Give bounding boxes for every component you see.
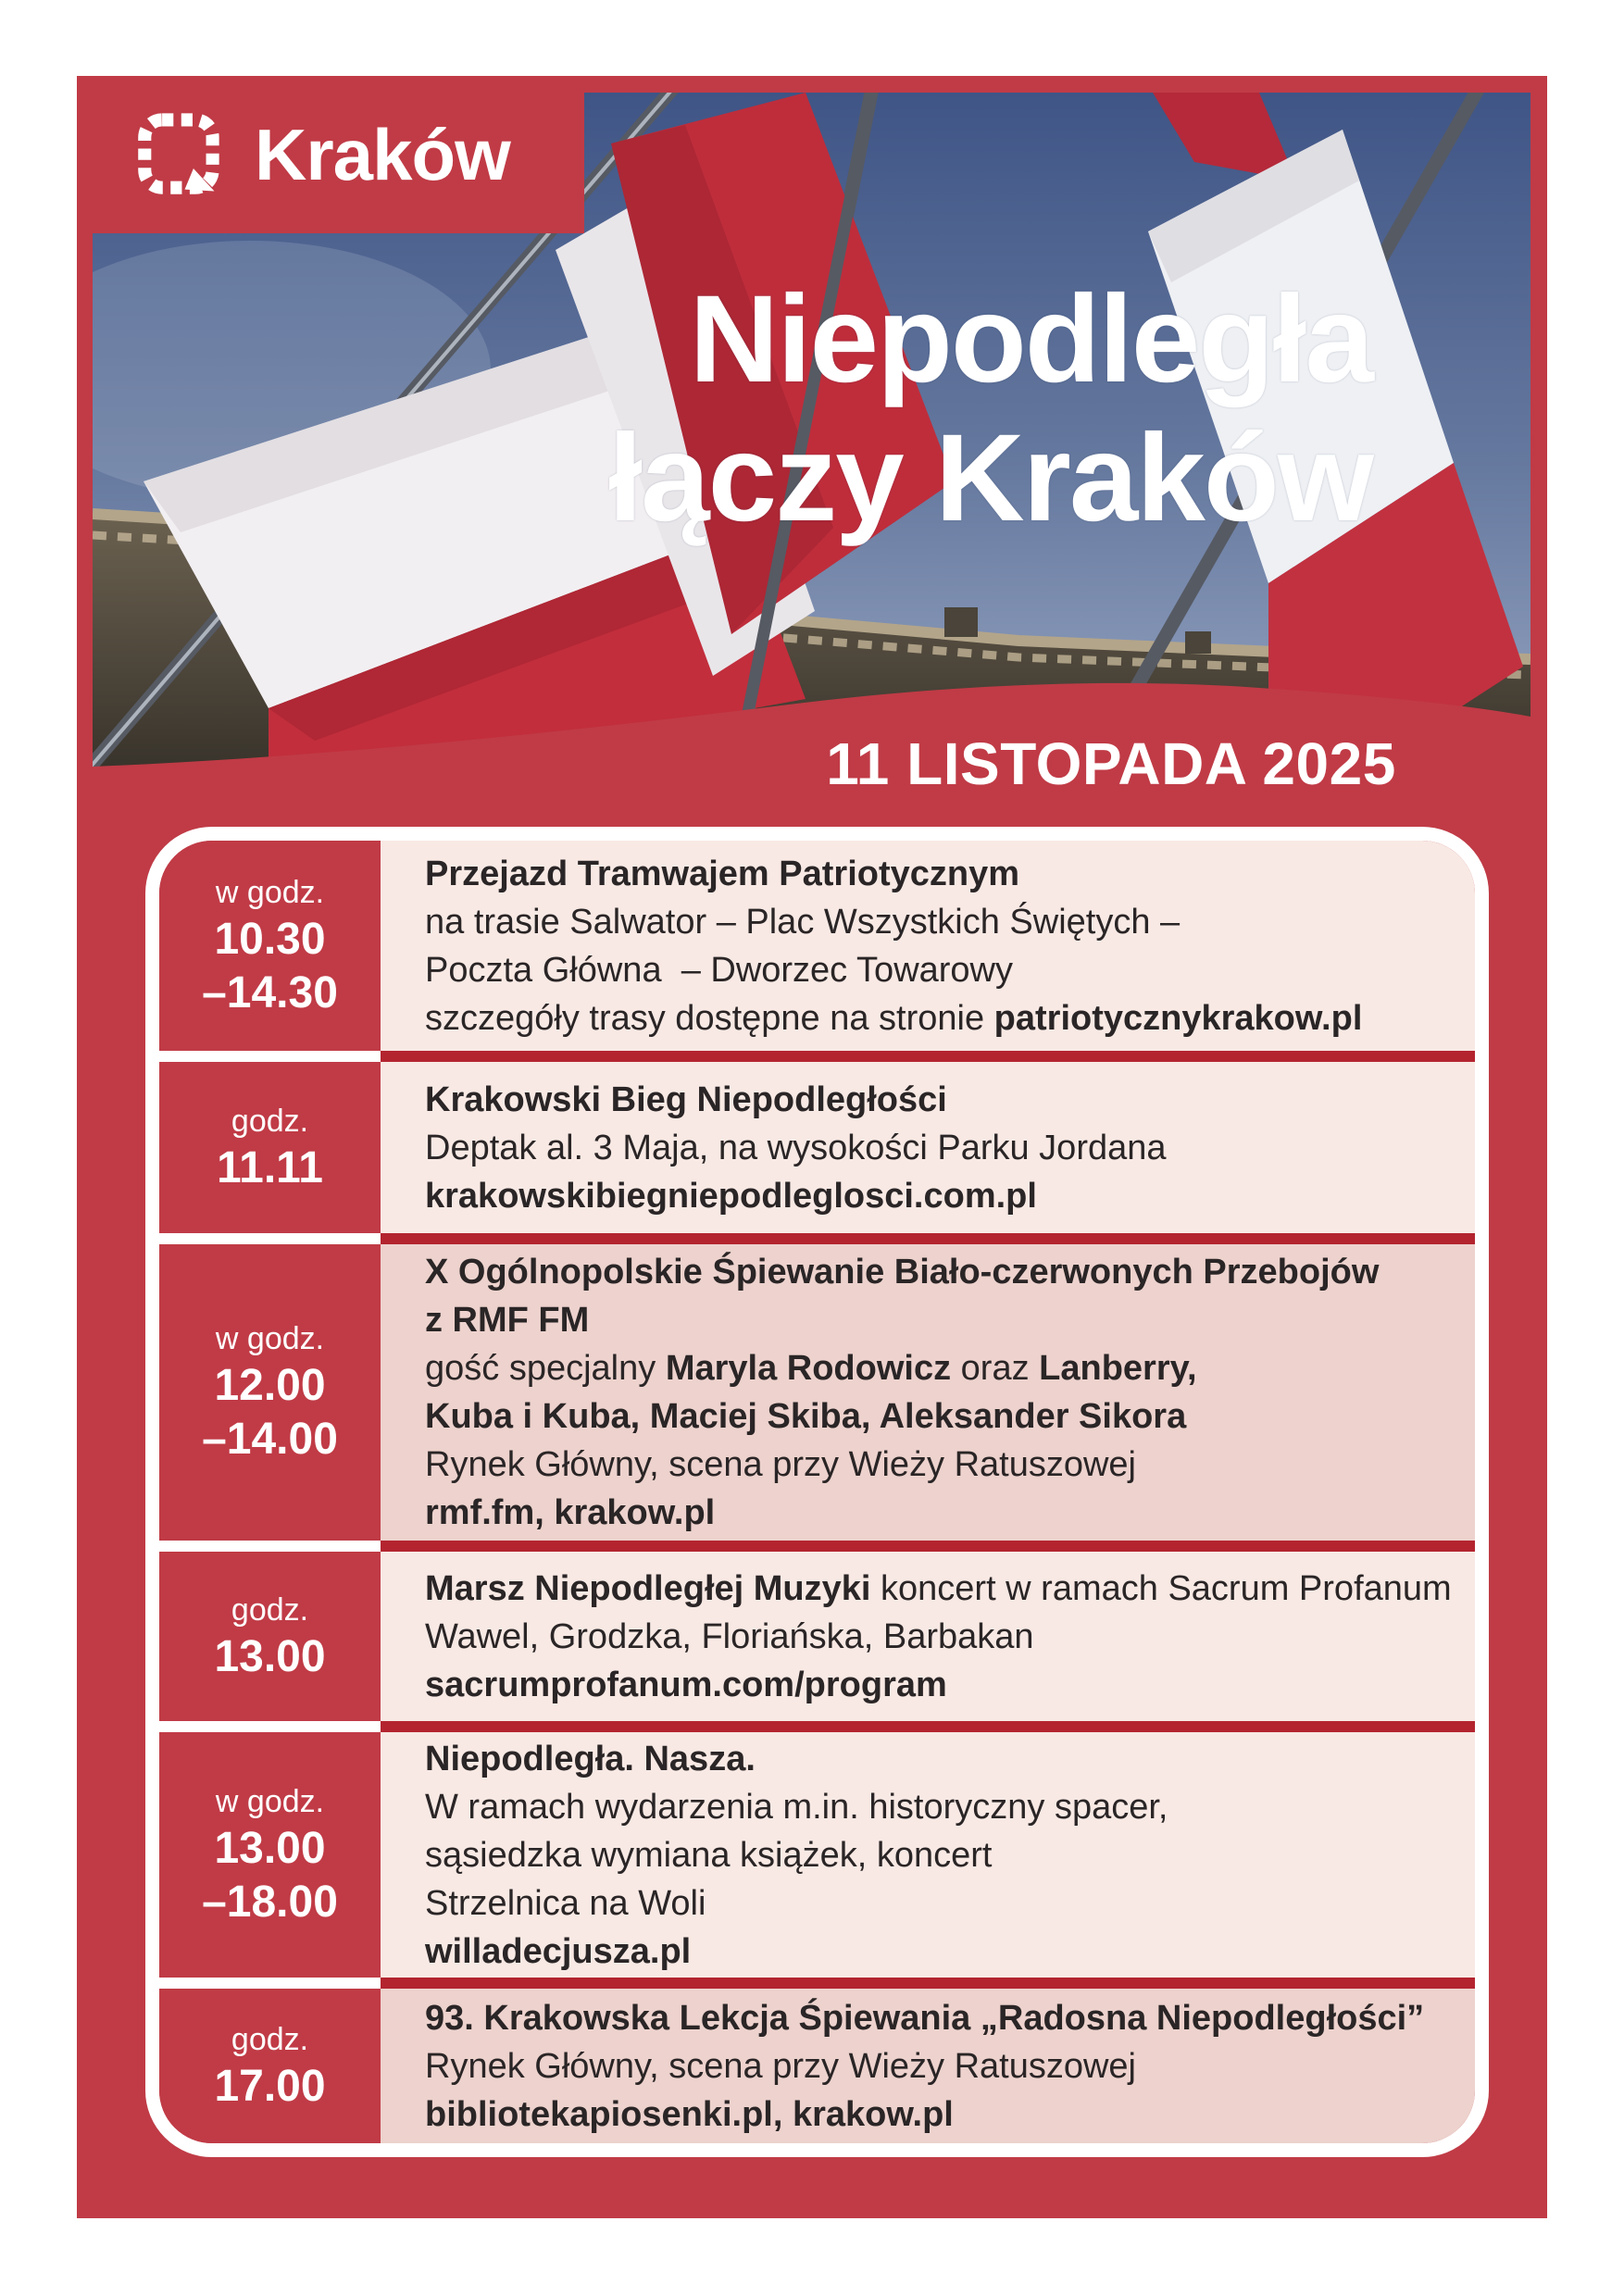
- event-text-bold: Krakowski Bieg Niepodległości: [425, 1079, 947, 1119]
- poster-title-line1: Niepodległa: [689, 270, 1372, 408]
- event-line: [425, 1489, 1460, 1537]
- event-cell: [381, 841, 1475, 1051]
- time-prefix: w godz.: [215, 1783, 325, 1819]
- event-line: [425, 2090, 1460, 2139]
- time-prefix: godz.: [231, 2021, 309, 2057]
- event-text: Rynek Główny, scena przy Wieży Ratuszowej: [425, 2046, 1136, 2086]
- event-line: [425, 1344, 1460, 1392]
- time-prefix: godz.: [231, 1103, 309, 1139]
- poster-title: [608, 270, 1372, 548]
- event-text: W ramach wydarzenia m.in. historyczny spacer,: [425, 1787, 1168, 1827]
- time-cell: [159, 1062, 381, 1233]
- time-cell: [159, 1552, 381, 1721]
- event-text: na trasie Salwator – Plac Wszystkich Świętych –: [425, 902, 1181, 942]
- row-separator-left: [159, 1051, 381, 1062]
- row-separator: [159, 1978, 1475, 1989]
- time-value: 12.00: [214, 1361, 326, 1410]
- row-separator-line: [381, 1978, 1475, 1989]
- event-text: gość specjalny: [425, 1349, 666, 1388]
- row-separator-line: [381, 1233, 1475, 1244]
- event-line: [425, 1392, 1460, 1441]
- row-separator-line: [381, 1721, 1475, 1732]
- schedule-panel: [145, 827, 1489, 2157]
- poster: [77, 76, 1547, 2218]
- row-separator-left: [159, 1541, 381, 1552]
- chimney: [1185, 631, 1211, 654]
- poster-title-line2: łączy Kraków: [607, 409, 1372, 547]
- event-line: [425, 850, 1460, 898]
- event-line: [425, 898, 1460, 946]
- row-separator: [159, 1541, 1475, 1552]
- event-text-bold: Maryla Rodowicz: [665, 1349, 952, 1388]
- row-separator-left: [159, 1721, 381, 1732]
- event-line: [425, 1296, 1460, 1344]
- event-text: szczegóły trasy dostępne na stronie: [425, 998, 994, 1038]
- schedule-row: [159, 1552, 1475, 1721]
- event-text-bold: Lanberry,: [1039, 1349, 1197, 1388]
- time-cell: [159, 841, 381, 1051]
- time-value: 11.11: [217, 1142, 323, 1192]
- time-prefix: w godz.: [215, 1321, 325, 1356]
- chimney: [944, 607, 978, 637]
- event-text-bold: patriotycznykrakow.pl: [993, 998, 1363, 1038]
- event-line: [425, 1441, 1460, 1489]
- event-text-bold: sacrumprofanum.com/program: [425, 1665, 947, 1704]
- time-cell: [159, 1732, 381, 1978]
- event-line: [425, 2042, 1460, 2090]
- event-text-bold: rmf.fm, krakow.pl: [425, 1493, 716, 1532]
- event-text-bold: willadecjusza.pl: [425, 1931, 692, 1971]
- time-value: 17.00: [214, 2061, 326, 2111]
- event-text: koncert w ramach Sacrum Profanum: [870, 1568, 1452, 1608]
- event-text-bold: X Ogólnopolskie Śpiewanie Biało-czerwonych Przebojów: [425, 1253, 1380, 1292]
- event-text-bold: Przejazd Tramwajem Patriotycznym: [425, 854, 1020, 893]
- event-text: Deptak al. 3 Maja, na wysokości Parku Jordana: [425, 1128, 1167, 1167]
- krakow-wordmark: Kraków: [255, 113, 510, 195]
- logo-block: [77, 76, 584, 233]
- event-line: [425, 1248, 1460, 1296]
- time-value: –14.00: [202, 1415, 338, 1464]
- event-line: [425, 1613, 1460, 1661]
- event-cell: [381, 1552, 1475, 1721]
- event-line: [425, 994, 1460, 1042]
- time-value: –14.30: [202, 967, 338, 1017]
- krakow-logo-icon: [134, 111, 221, 198]
- time-cell: [159, 1989, 381, 2143]
- schedule-row: [159, 1244, 1475, 1541]
- event-text-bold: krakowskibiegniepodleglosci.com.pl: [425, 1176, 1037, 1216]
- event-line: [425, 1172, 1460, 1220]
- row-separator-left: [159, 1978, 381, 1989]
- event-cell: [381, 1062, 1475, 1233]
- time-value: –18.00: [202, 1877, 338, 1927]
- row-separator: [159, 1051, 1475, 1062]
- event-text: sąsiedzka wymiana książek, koncert: [425, 1835, 993, 1875]
- row-separator: [159, 1233, 1475, 1244]
- schedule-row: [159, 841, 1475, 1051]
- event-line: [425, 1735, 1460, 1783]
- event-text: Poczta Główna – Dworzec Towarowy: [425, 950, 1013, 990]
- row-separator-left: [159, 1233, 381, 1244]
- event-line: [425, 1994, 1460, 2042]
- time-prefix: godz.: [231, 1591, 309, 1628]
- event-line: [425, 1928, 1460, 1976]
- event-text-bold: bibliotekapiosenki.pl, krakow.pl: [425, 2094, 954, 2134]
- event-line: [425, 1831, 1460, 1879]
- row-separator-line: [381, 1541, 1475, 1552]
- event-line: [425, 1661, 1460, 1709]
- time-cell: [159, 1244, 381, 1541]
- schedule-row: [159, 1732, 1475, 1978]
- time-prefix: w godz.: [215, 874, 325, 910]
- row-separator: [159, 1721, 1475, 1732]
- event-line: [425, 1124, 1460, 1172]
- event-line: [425, 1565, 1460, 1613]
- event-line: [425, 946, 1460, 994]
- event-text-bold: 93. Krakowska Lekcja Śpiewania „Radosna Niepodległości”: [425, 1998, 1425, 2038]
- event-text-bold: Marsz Niepodległej Muzyki: [425, 1568, 871, 1608]
- schedule-row: [159, 1989, 1475, 2143]
- event-line: [425, 1783, 1460, 1831]
- event-line: [425, 1076, 1460, 1124]
- time-value: 10.30: [214, 914, 326, 964]
- event-text: oraz: [951, 1349, 1040, 1388]
- schedule-row: [159, 1062, 1475, 1233]
- event-text: Strzelnica na Woli: [425, 1883, 706, 1923]
- event-text: Wawel, Grodzka, Floriańska, Barbakan: [425, 1616, 1034, 1656]
- event-line: [425, 1879, 1460, 1928]
- event-cell: [381, 1989, 1475, 2143]
- event-text-bold: Kuba i Kuba, Maciej Skiba, Aleksander Sikora: [425, 1397, 1187, 1436]
- time-value: 13.00: [214, 1823, 326, 1873]
- time-value: 13.00: [214, 1631, 326, 1681]
- event-cell: [381, 1732, 1475, 1978]
- date-banner: 11 LISTOPADA 2025: [826, 730, 1396, 797]
- event-text: Rynek Główny, scena przy Wieży Ratuszowej: [425, 1445, 1136, 1484]
- event-cell: [381, 1244, 1475, 1541]
- row-separator-line: [381, 1051, 1475, 1062]
- event-text-bold: Niepodległa. Nasza.: [425, 1739, 756, 1778]
- event-text-bold: z RMF FM: [425, 1301, 590, 1340]
